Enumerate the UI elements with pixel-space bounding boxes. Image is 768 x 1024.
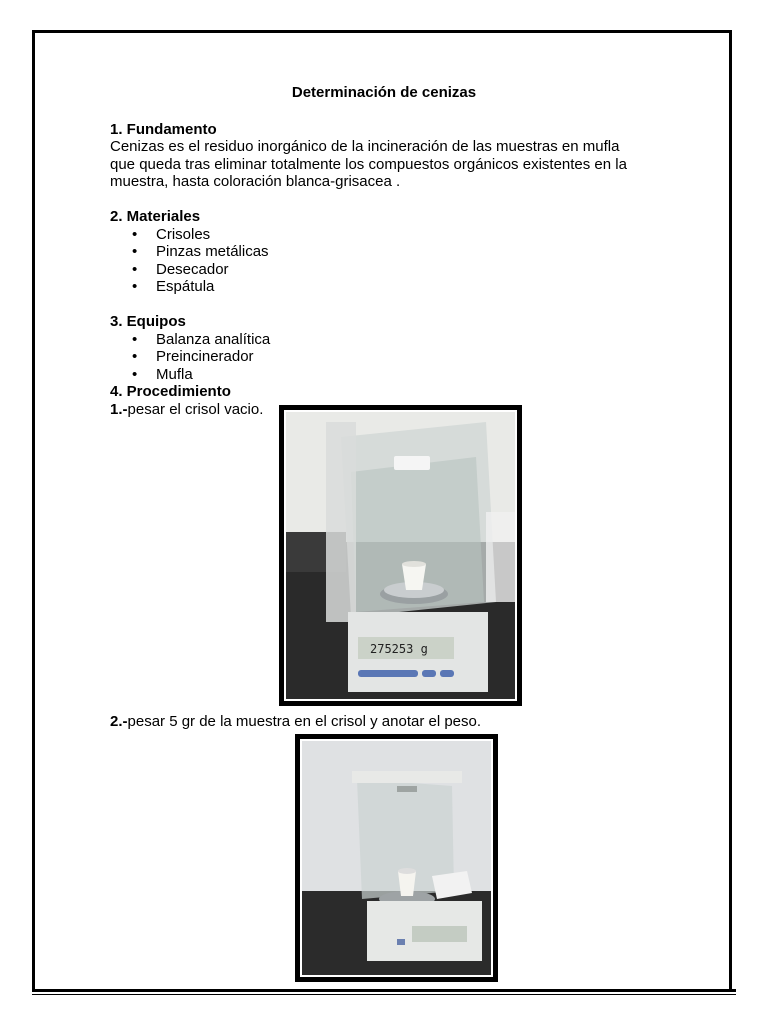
section-heading-equipos: 3. Equipos [110, 313, 186, 330]
document-body-continued [110, 713, 670, 731]
document-title: Determinación de cenizas [291, 84, 477, 101]
balance-photo-illustration [302, 741, 491, 975]
section-heading-materiales: 2. Materiales [110, 208, 201, 225]
step-text: pesar el crisol vacio. [127, 400, 264, 418]
list-item: • Mufla [156, 366, 670, 384]
list-item: • Desecador [156, 261, 670, 279]
balance-photo-illustration [286, 412, 515, 699]
step-number: 2.- [110, 713, 128, 730]
section-heading-fundamento: 1. Fundamento [110, 120, 217, 138]
materiales-list [110, 226, 670, 296]
list-item: • Crisoles [156, 226, 670, 244]
list-item: • Pinzas metálicas [156, 243, 670, 261]
equipos-list [110, 331, 670, 384]
list-item: • Espátula [156, 278, 670, 296]
paragraph-line: que queda tras eliminar totalmente los compuestos orgánicos existentes en la [110, 155, 627, 173]
section-heading-procedimiento: 4. Procedimiento [110, 383, 231, 400]
photo-balance-with-sample [295, 734, 498, 982]
step-number: 1.- [110, 400, 128, 418]
document-body [110, 84, 670, 418]
paragraph-line: muestra, hasta coloración blanca-grisacea . [110, 173, 401, 190]
paragraph-line: Cenizas es el residuo inorgánico de la incineración de las muestras en mufla [110, 138, 620, 155]
list-item: • Preincinerador [156, 348, 670, 366]
list-item: • Balanza analítica [156, 331, 670, 349]
photo-balance-empty-crucible [279, 405, 522, 706]
page-border-bottom [32, 989, 736, 995]
balance-display-reading: 275253 g [370, 642, 428, 656]
procedure-step-2 [110, 713, 670, 731]
step-text: pesar 5 gr de la muestra en el crisol y anotar el peso. [127, 713, 482, 730]
